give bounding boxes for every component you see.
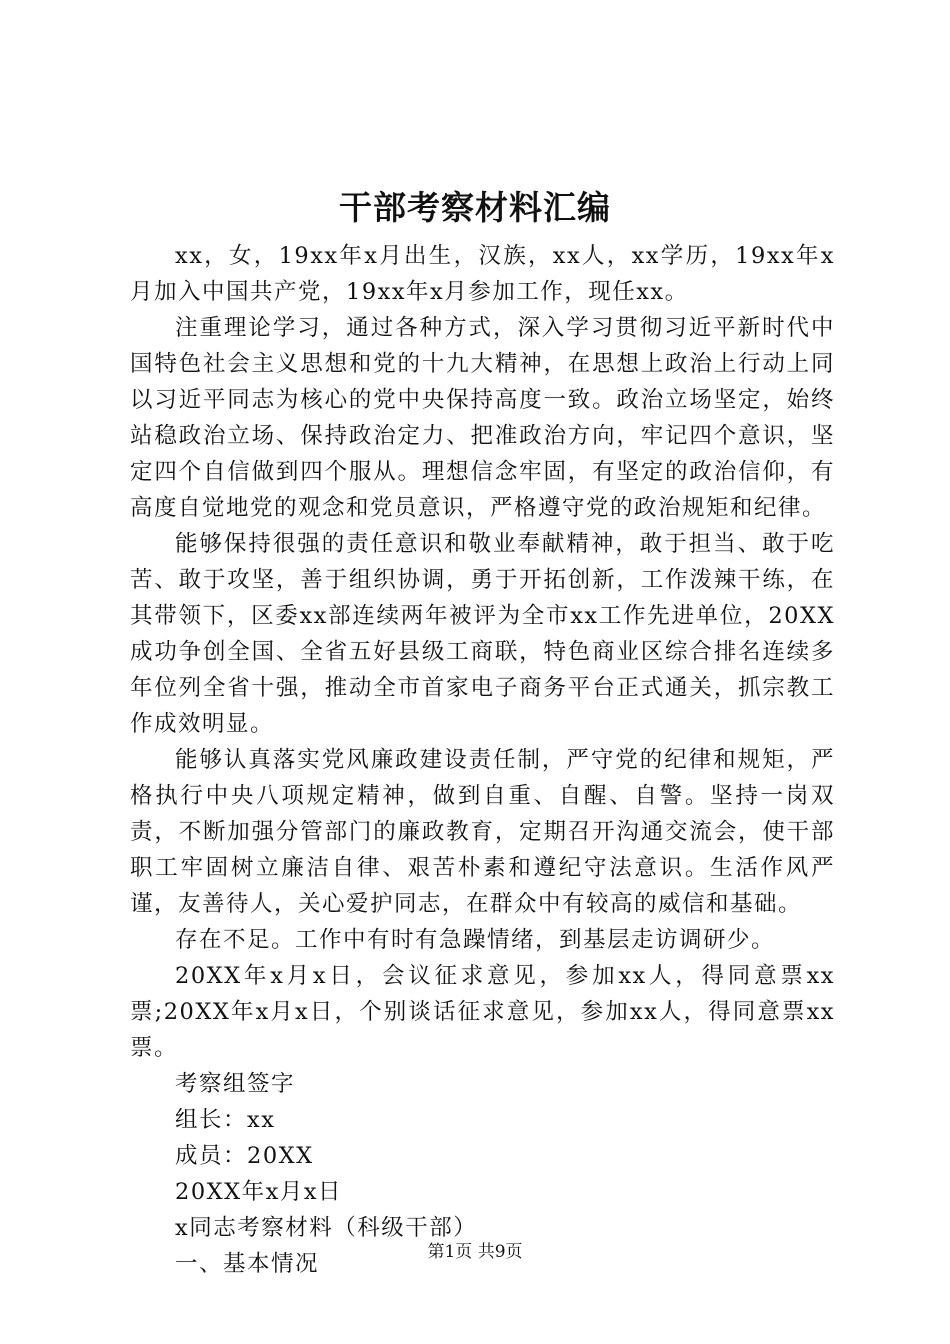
document-title: 干部考察材料汇编 [339, 188, 611, 227]
signature-date: 20XX年x月x日 [175, 1179, 343, 1205]
paragraph-opinions: 20XX年x月x日，会议征求意见，参加xx人，得同意票xx票;20XX年x月x日，个别谈话征求意见，参加xx人，得同意票xx票。 [130, 963, 835, 1061]
section-heading-basic: 一、基本情况 [175, 1251, 320, 1277]
paragraph-political-study: 注重理论学习，通过各种方式，深入学习贯彻习近平新时代中国特色社会主义思想和党的十九大精神，在思想上政治上行动上同以习近平同志为核心的党中央保持高度一致。政治立场坚定，始终站稳政治立场、保持政治定力、把准政治方向，牢记四个意识，坚定四个自信做到四个服从。理想信念牢固，有坚定的政治信仰，有高度自觉地党的观念和党员意识，严格遵守党的政治规矩和纪律。 [130, 315, 835, 521]
section-title: x同志考察材料（科级干部） [175, 1215, 478, 1241]
signature-members: 成员：20XX [175, 1143, 314, 1169]
signature-leader: 组长：xx [175, 1107, 276, 1133]
paragraph-integrity: 能够认真落实党风廉政建设责任制，严守党的纪律和规矩，严格执行中央八项规定精神，做到自重、自醒、自警。坚持一岗双责，不断加强分管部门的廉政教育，定期召开沟通交流会，使干部职工牢固树立廉洁自律、艰苦朴素和遵纪守法意识。生活作风严谨，友善待人，关心爱护同志，在群众中有较高的威信和基础。 [130, 747, 835, 917]
paragraph-shortcomings: 存在不足。工作中有时有急躁情绪，到基层走访调研少。 [175, 927, 776, 953]
page-footer: 第1页 共9页 [427, 1242, 523, 1262]
document-body [130, 238, 835, 1282]
paragraph-basic-info: xx，女，19xx年x月出生，汉族，xx人，xx学历，19xx年x月加入中国共产党，19xx年x月参加工作，现任xx。 [130, 243, 835, 305]
paragraph-work-performance: 能够保持很强的责任意识和敬业奉献精神，敢于担当、敢于吃苦、敢于攻坚，善于组织协调，勇于开拓创新，工作泼辣干练，在其带领下，区委xx部连续两年被评为全市xx工作先进单位，20XX成功争创全国、全省五好县级工商联，特色商业区综合排名连续多年位列全省十强，推动全市首家电子商务平台正式通关，抓宗教工作成效明显。 [130, 531, 835, 737]
signature-heading: 考察组签字 [175, 1071, 296, 1097]
